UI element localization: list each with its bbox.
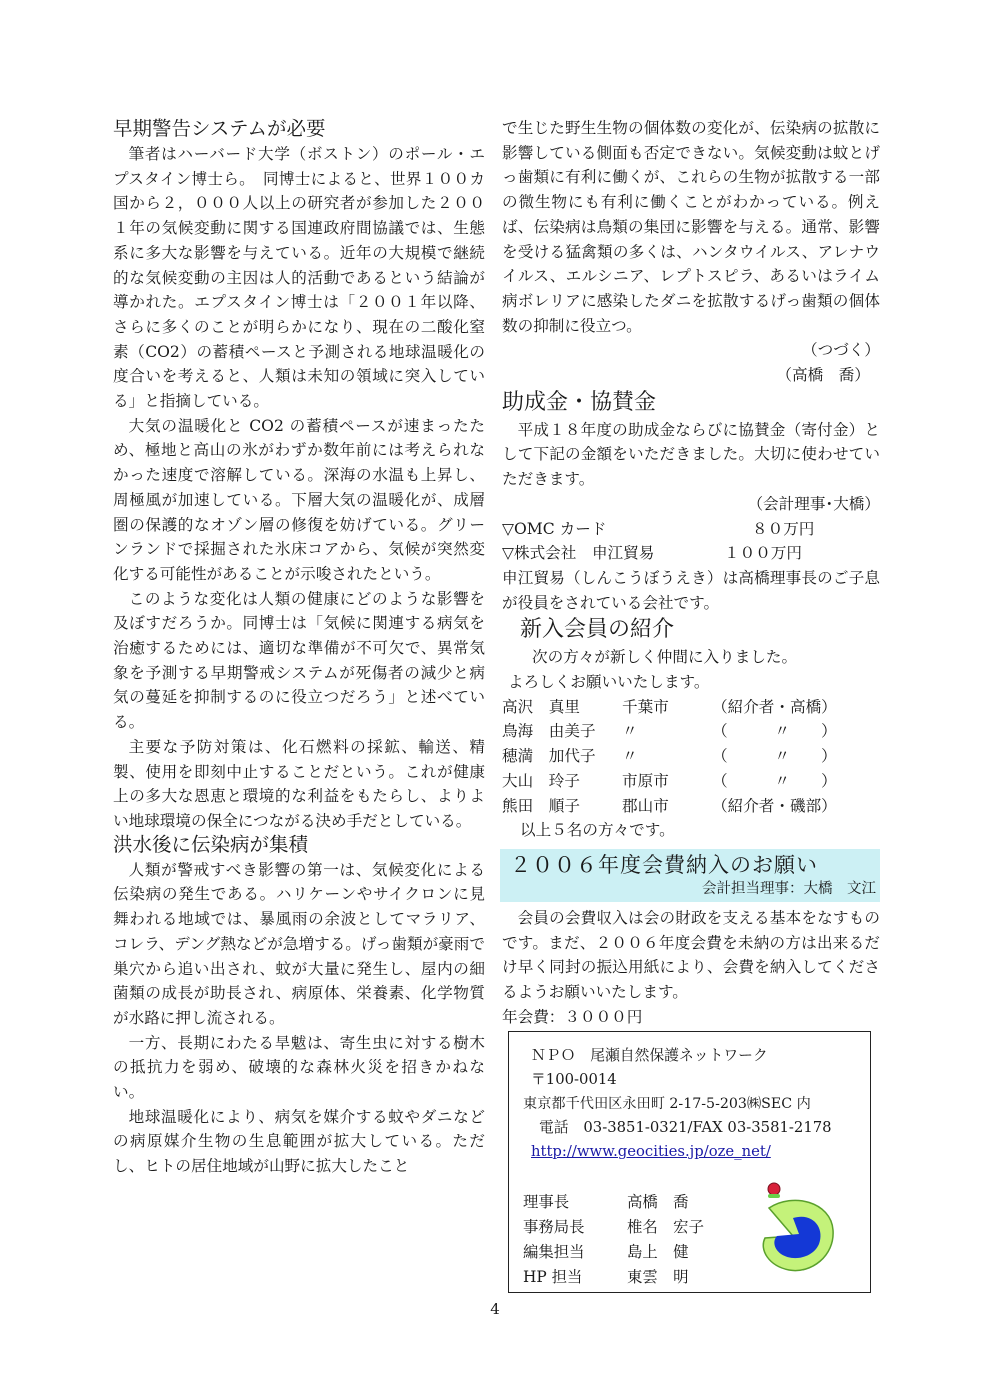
member-city: 〃	[622, 722, 638, 741]
staff-role: 編集担当	[523, 1243, 585, 1261]
staff-name: 椎名 宏子	[627, 1218, 704, 1236]
member-row	[502, 719, 880, 744]
paragraph: で生じた野生生物の個体数の変化が、伝染病の拡散に影響している側面も否定できない。気候変動は蚊とげっ歯類に有利に働くが、これらの生物が拡散する一部の微生物にも有利に働くことがわかっている。例えば、伝染病は鳥類の集団に影響を与える。通常、影響を受ける猛禽類の多くは、ハンタウイルス、アレナウイルス、エルシニア、レプトスピラ、あるいはライム病ボレリアに感染したダニを拡散するげっ歯類の個体数の抑制に役立つ。	[502, 119, 880, 335]
right-column	[502, 116, 880, 1030]
member-city: 千葉市	[622, 697, 669, 716]
section-heading-new-members: 新入会員の紹介	[520, 617, 675, 643]
org-name: ＮＰＯ 尾瀬自然保護ネットワーク	[531, 1047, 768, 1064]
address: 東京都千代田区永田町 2-17-5-203㈱SEC 内	[523, 1096, 811, 1112]
grant-signature: （会計理事･大橋）	[747, 494, 880, 513]
staff-name: 東雲 明	[627, 1268, 689, 1286]
grant-amount: ８０万円	[752, 519, 815, 538]
member-name: 鳥海 由美子	[502, 722, 596, 741]
member-name: 大山 玲子	[502, 771, 580, 790]
member-name: 熊田 順子	[502, 796, 580, 815]
member-city: 〃	[622, 747, 638, 766]
paragraph: 会員の会費収入は会の財政を支える基本をなすものです。まだ、２００６年度会費を未納の方は出来るだけ早く同封の振込用紙により、会費を納入してくださるようお願いいたします。	[502, 908, 880, 1002]
section-heading-epidemics: 洪水後に伝染病が集積	[113, 832, 309, 856]
grant-row	[502, 541, 880, 566]
grant-name: ▽株式会社 申江貿易	[502, 544, 655, 563]
member-referrer: （紹介者・高橋）	[712, 697, 837, 716]
member-row	[502, 695, 880, 720]
paragraph: 申江貿易（しんこうぼうえき）は高橋理事長のご子息が役員をされている会社です。	[502, 568, 880, 612]
paragraph: このような変化は人類の健康にどのような影響を及ぼすだろうか。同博士は「気候に関連する病気を治癒するためには、適切な準備が不可欠で、異常気象を予測する早期警戒システムが死傷者の減少と病気の蔓延を抑制するのに役立つだろう」と述べている。	[113, 589, 485, 732]
fee-subtitle: 会計担当理事：大橋 文江	[702, 880, 876, 897]
paragraph: 地球温暖化により、病気を媒介する蚊やダニなどの病原媒介生物の生息範囲が拡大している。ただし、ヒトの居住地域が山野に拡大したこと	[113, 1107, 485, 1176]
author-credit: （高橋 喬）	[776, 366, 870, 385]
website-link[interactable]: http://www.geocities.jp/oze_net/	[531, 1143, 771, 1160]
staff-row	[523, 1215, 704, 1240]
staff-name: 島上 健	[627, 1243, 689, 1261]
paragraph: 主要な予防対策は、化石燃料の採鉱、輸送、精製、使用を即刻中止することだという。これが健康上の多大な恩恵と環境的な利益をもたらし、よりよい地球環境の保全につながる決め手だとしている。	[113, 737, 485, 830]
member-name: 穂満 加代子	[502, 747, 596, 766]
paragraph: 一方、長期にわたる旱魃は、寄生虫に対する樹木の抵抗力を弱め、破壊的な森林火災を招きかねない。	[113, 1033, 485, 1102]
leaf-icon	[768, 1194, 780, 1198]
member-referrer: （紹介者・磯部）	[712, 796, 837, 815]
member-name: 高沢 真里	[502, 697, 580, 716]
annual-fee: 年会費：３０００円	[502, 1007, 643, 1026]
organization-info-box	[508, 1031, 871, 1293]
left-column	[113, 116, 485, 1179]
paragraph: 筆者はハーバード大学（ボストン）のポール・エプスタイン博士ら。 同博士によると、世界１００カ国から２，０００人以上の研究者が参加した２００１年の気候変動に関する国連政府間協議では、生態系に多大な影響を与えている。近年の大規模で継続的な気候変動の主因は人的活動であるという結論が導かれた。エプスタイン博士は「２００１年以降、さらに多くのことが明らかになり、現在の二酸化窒素（CO2）の蓄積ペースと予測される地球温暖化の度合いを考えると、人類は未知の領域に突入している」と指摘している。	[113, 145, 485, 411]
members-intro: 次の方々が新しく仲間に入りました。	[532, 648, 798, 667]
postal-code: 〒100-0014	[531, 1071, 617, 1088]
grant-row	[502, 517, 880, 542]
fee-banner	[500, 849, 880, 902]
member-referrer: （ 〃 ）	[712, 747, 837, 766]
staff-role: 理事長	[523, 1193, 570, 1211]
staff-row	[523, 1190, 704, 1215]
grant-name: ▽OMC カード	[502, 519, 607, 538]
staff-list	[523, 1190, 704, 1290]
continued-note: （つづく）	[802, 341, 880, 360]
members-intro: よろしくお願いいたします。	[508, 673, 710, 692]
staff-row	[523, 1265, 704, 1290]
member-row	[502, 794, 880, 819]
lily-pad-logo	[755, 1178, 841, 1278]
members-total: 以上５名の方々です。	[520, 821, 675, 840]
staff-row	[523, 1240, 704, 1265]
staff-role: HP 担当	[523, 1268, 583, 1286]
member-row	[502, 744, 880, 769]
staff-role: 事務局長	[523, 1218, 585, 1236]
grant-amount: １００万円	[724, 544, 802, 563]
url-row	[523, 1140, 856, 1164]
section-heading-early-warning: 早期警告システムが必要	[113, 117, 326, 140]
staff-name: 高橋 喬	[627, 1193, 689, 1211]
fee-title: ２００６年度会費納入のお願い	[510, 852, 818, 877]
member-row	[502, 769, 880, 794]
member-city: 市原市	[622, 771, 669, 790]
member-referrer: （ 〃 ）	[712, 722, 837, 741]
paragraph: 大気の温暖化と CO2 の蓄積ペースが速まったため、極地と高山の氷がわずか数年前には考えられなかった速度で溶解している。深海の水温も上昇し、周極風が加速している。下層大気の温暖化が、成層圏の保護的なオゾン層の修復を妨げている。グリーンランドで採掘された氷床コアから、気候が突然変化する可能性があることが示唆されたという。	[113, 416, 485, 583]
paragraph: 人類が警戒すべき影響の第一は、気候変化による伝染病の発生である。ハリケーンやサイクロンに見舞われる地域では、暴風雨の余波としてマラリア、コレラ、デング熱などが急増する。げっ歯類が豪雨で巣穴から追い出され、蚊が大量に発生し、屋内の細菌類の成長が助長され、病原体、栄養素、化学物質が水路に押し流される。	[113, 860, 485, 1027]
paragraph: 平成１８年度の助成金ならびに協賛金（寄付金）として下記の金額をいただきました。大切に使わせていただきます。	[502, 420, 880, 489]
flower-icon	[768, 1183, 780, 1195]
phone-fax: 電話 03-3851-0321/FAX 03-3581-2178	[539, 1119, 832, 1136]
member-referrer: （ 〃 ）	[712, 771, 837, 790]
section-heading-grants: 助成金・協賛金	[502, 389, 657, 415]
member-city: 郡山市	[622, 796, 669, 815]
page-number: 4	[490, 1300, 500, 1318]
